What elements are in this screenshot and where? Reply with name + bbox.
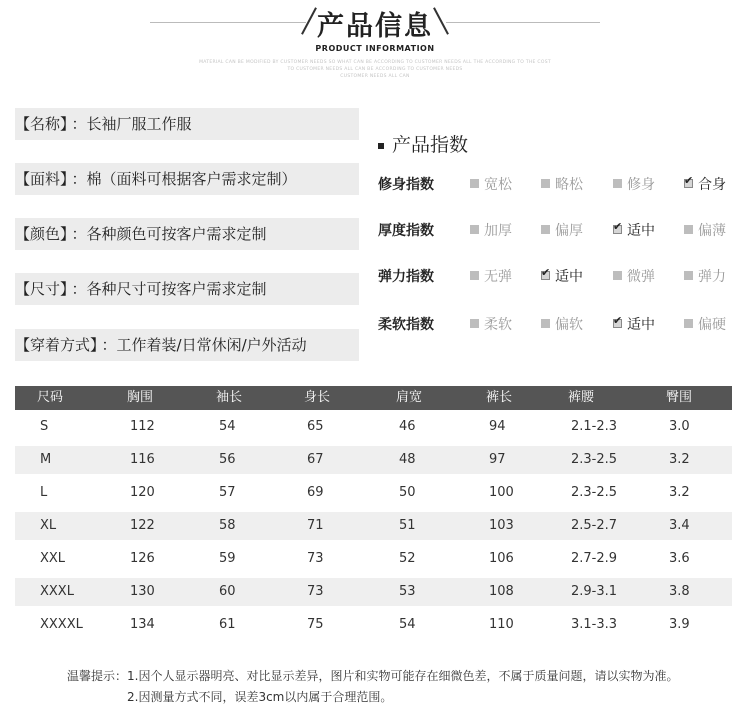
checked-box-icon <box>613 314 623 328</box>
index-option-label: 偏薄 <box>698 223 726 239</box>
table-cell: L <box>40 485 48 500</box>
index-option <box>470 266 512 286</box>
table-header-cell: 肩宽 <box>396 390 423 405</box>
table-cell: 3.4 <box>669 518 690 533</box>
table-cell: 126 <box>130 551 155 566</box>
table-cell: M <box>40 452 52 467</box>
table-cell: 71 <box>307 518 324 533</box>
table-row <box>15 413 732 441</box>
table-cell: 3.8 <box>669 584 690 599</box>
table-cell: 3.6 <box>669 551 690 566</box>
unchecked-box-icon <box>470 271 479 280</box>
table-cell: 116 <box>130 452 155 467</box>
table-cell: 46 <box>399 419 416 434</box>
index-option <box>470 174 512 194</box>
checkmark-icon: ✔ <box>613 220 623 233</box>
table-cell: XXL <box>40 551 66 566</box>
info-value: ：工作着装/日常休闲/户外活动 <box>101 336 307 354</box>
size-table-header <box>15 386 732 410</box>
info-label: 【面料】 <box>15 170 68 188</box>
info-name-bar <box>15 108 359 140</box>
table-header-cell: 臀围 <box>666 390 693 405</box>
table-cell: 134 <box>130 617 155 632</box>
table-cell: 106 <box>489 551 514 566</box>
index-option-label: 宽松 <box>484 177 512 193</box>
table-row <box>15 479 732 507</box>
table-cell: S <box>40 419 49 434</box>
table-cell: 122 <box>130 518 155 533</box>
table-cell: 94 <box>489 419 506 434</box>
index-option <box>684 220 726 240</box>
table-cell: 59 <box>219 551 236 566</box>
table-cell: 58 <box>219 518 236 533</box>
table-row <box>15 512 732 540</box>
info-label: 【颜色】 <box>15 225 68 243</box>
info-fabric-bar <box>15 163 359 195</box>
unchecked-box-icon <box>470 225 479 234</box>
table-cell: 3.1-3.3 <box>571 617 618 632</box>
index-option <box>541 220 583 240</box>
table-cell: 67 <box>307 452 324 467</box>
table-cell: XL <box>40 518 57 533</box>
index-option-label: 无弹 <box>484 269 512 285</box>
table-cell: 51 <box>399 518 416 533</box>
header-fine-line-2: TO CUSTOMER NEEDS ALL CAN BE ACCORDING TO CUSTOMER NEEDS <box>287 67 463 72</box>
table-cell: 2.7-2.9 <box>571 551 618 566</box>
info-value: ：各种尺寸可按客户需求定制 <box>71 280 267 298</box>
table-cell: 112 <box>130 419 155 434</box>
header-fine-line-3: CUSTOMER NEEDS ALL CAN <box>340 74 410 79</box>
index-option-label: 修身 <box>627 177 655 193</box>
table-cell: 3.2 <box>669 452 690 467</box>
square-bullet-icon <box>378 143 384 149</box>
index-option <box>684 266 726 286</box>
table-cell: 56 <box>219 452 236 467</box>
index-panel-title-text: 产品指数 <box>392 134 469 156</box>
table-cell: 108 <box>489 584 514 599</box>
unchecked-box-icon <box>684 271 693 280</box>
index-option-label: 适中 <box>627 317 655 333</box>
table-cell: 60 <box>219 584 236 599</box>
table-header-cell: 身长 <box>304 390 331 405</box>
table-header-cell: 裤腰 <box>568 390 595 405</box>
table-cell: 53 <box>399 584 416 599</box>
info-value: ：长袖厂服工作服 <box>71 115 192 133</box>
unchecked-box-icon <box>541 319 550 328</box>
info-color-bar <box>15 218 359 250</box>
table-cell: 2.3-2.5 <box>571 452 618 467</box>
page-subtitle: PRODUCT INFORMATION <box>315 44 435 53</box>
index-option-selected <box>684 174 726 194</box>
info-label: 【名称】 <box>15 115 68 133</box>
table-cell: 2.5-2.7 <box>571 518 618 533</box>
table-cell: 50 <box>399 485 416 500</box>
table-row <box>15 578 732 606</box>
table-cell: 3.9 <box>669 617 690 632</box>
index-option-label: 适中 <box>555 269 583 285</box>
index-option-selected <box>541 266 583 286</box>
info-label: 【穿着方式】 <box>15 336 98 354</box>
index-option-label: 合身 <box>698 177 726 193</box>
index-option-label: 偏硬 <box>698 317 726 333</box>
table-cell: 65 <box>307 419 324 434</box>
index-row-name: 厚度指数 <box>378 223 434 239</box>
table-cell: 120 <box>130 485 155 500</box>
unchecked-box-icon <box>541 225 550 234</box>
checked-box-icon <box>613 220 623 234</box>
index-panel-title <box>378 130 468 157</box>
unchecked-box-icon <box>613 271 622 280</box>
checked-box-icon <box>684 174 694 188</box>
index-option <box>470 220 512 240</box>
index-option-label: 适中 <box>627 223 655 239</box>
info-value: ：棉（面料可根据客户需求定制） <box>71 170 297 188</box>
table-cell: 110 <box>489 617 514 632</box>
index-option-label: 偏软 <box>555 317 583 333</box>
index-option <box>684 314 726 334</box>
table-cell: 2.3-2.5 <box>571 485 618 500</box>
index-option-label: 略松 <box>555 177 583 193</box>
table-cell: 130 <box>130 584 155 599</box>
table-cell: 2.9-3.1 <box>571 584 618 599</box>
unchecked-box-icon <box>470 319 479 328</box>
index-option-label: 柔软 <box>484 317 512 333</box>
table-cell: 52 <box>399 551 416 566</box>
index-option-label: 微弹 <box>627 269 655 285</box>
header-fine-line-1: MATERIAL CAN BE MODIFIED BY CUSTOMER NEEDS SO WHAT CAN BE ACCORDING TO CUSTOMER NEEDS ALL THE ACCORDING TO THE COST <box>199 60 551 65</box>
unchecked-box-icon <box>470 179 479 188</box>
index-option-label: 弹力 <box>698 269 726 285</box>
table-cell: 57 <box>219 485 236 500</box>
table-row <box>15 611 732 639</box>
table-cell: XXXXL <box>40 617 83 632</box>
index-row-name: 柔软指数 <box>378 317 434 333</box>
index-option <box>613 266 655 286</box>
table-cell: 97 <box>489 452 506 467</box>
index-option-label: 加厚 <box>484 223 512 239</box>
table-cell: 54 <box>219 419 236 434</box>
table-header-cell: 裤长 <box>486 390 513 405</box>
page-title: 产品信息 <box>317 11 433 42</box>
info-size-bar <box>15 273 359 305</box>
table-header-cell: 尺码 <box>37 390 64 405</box>
checkmark-icon: ✔ <box>541 266 551 279</box>
table-cell: 2.1-2.3 <box>571 419 618 434</box>
table-cell: 100 <box>489 485 514 500</box>
table-cell: 3.0 <box>669 419 690 434</box>
index-option-selected <box>613 220 655 240</box>
index-option <box>541 174 583 194</box>
checked-box-icon <box>541 266 551 280</box>
table-header-cell: 袖长 <box>216 390 243 405</box>
info-label: 【尺寸】 <box>15 280 68 298</box>
table-row <box>15 545 732 573</box>
index-option-label: 偏厚 <box>555 223 583 239</box>
index-row-name: 修身指数 <box>378 177 434 193</box>
note-line-2: 2.因测量方式不同，误差3cm以内属于合理范围。 <box>127 690 393 704</box>
table-header-cell: 胸围 <box>127 390 154 405</box>
table-cell: 61 <box>219 617 236 632</box>
checkmark-icon: ✔ <box>613 314 623 327</box>
table-cell: 69 <box>307 485 324 500</box>
unchecked-box-icon <box>541 179 550 188</box>
unchecked-box-icon <box>684 319 693 328</box>
table-cell: 73 <box>307 584 324 599</box>
table-cell: 103 <box>489 518 514 533</box>
unchecked-box-icon <box>613 179 622 188</box>
table-cell: 73 <box>307 551 324 566</box>
table-cell: 48 <box>399 452 416 467</box>
index-row-name: 弹力指数 <box>378 269 434 285</box>
table-cell: 75 <box>307 617 324 632</box>
table-cell: 3.2 <box>669 485 690 500</box>
table-cell: XXXL <box>40 584 74 599</box>
table-cell: 54 <box>399 617 416 632</box>
checkmark-icon: ✔ <box>684 174 694 187</box>
info-value: ：各种颜色可按客户需求定制 <box>71 225 267 243</box>
index-option <box>613 174 655 194</box>
unchecked-box-icon <box>684 225 693 234</box>
info-wear-bar <box>15 329 359 361</box>
index-option <box>470 314 512 334</box>
note-line-1: 温馨提示：1.因个人显示器明亮、对比显示差异，图片和实物可能存在细微色差，不属于质量问题，请以实物为准。 <box>67 669 679 683</box>
index-option <box>541 314 583 334</box>
table-row <box>15 446 732 474</box>
index-option-selected <box>613 314 655 334</box>
